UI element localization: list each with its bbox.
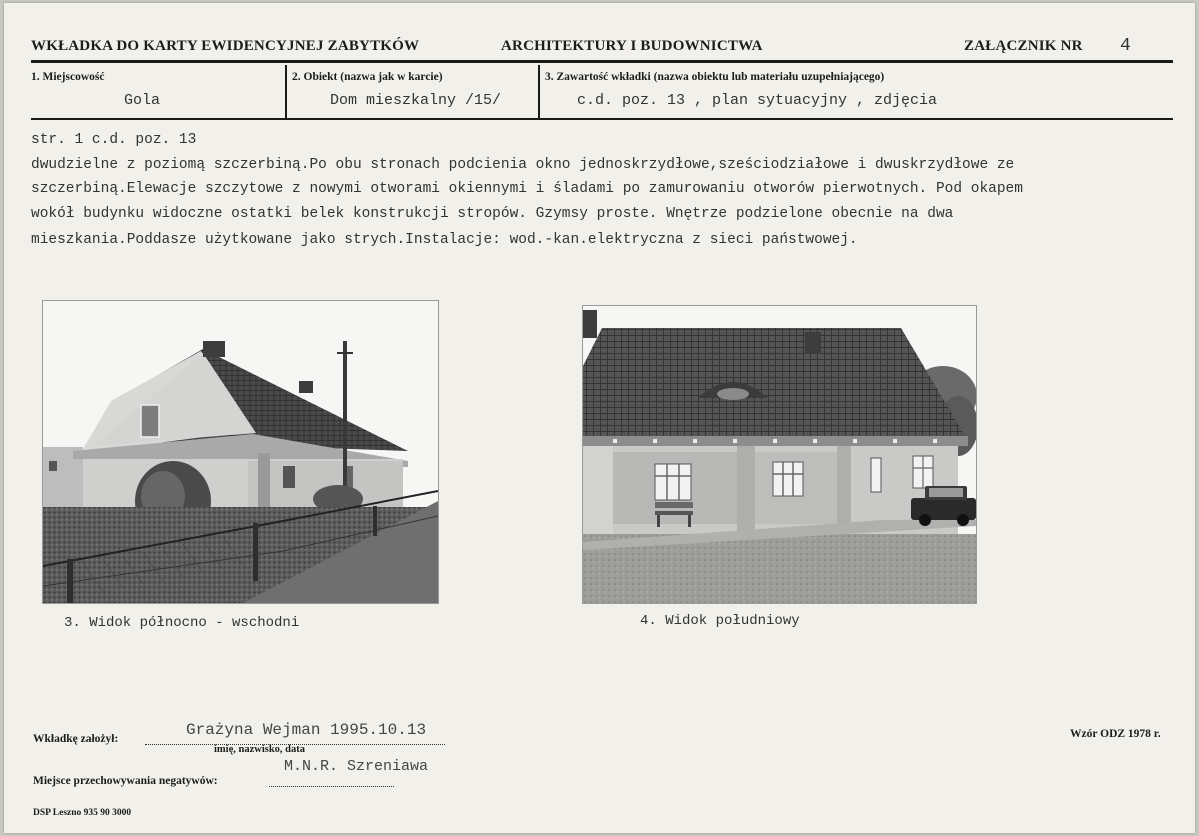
house-photo-s — [583, 306, 976, 603]
body-line-4: wokół budynku widoczne ostatki belek konstrukcji stropów. Gzymsy proste. Wnętrze podzielone obecnie na dwa — [31, 206, 954, 222]
print-reference: DSP Leszno 935 90 3000 — [33, 808, 132, 818]
storage-label: Miejsce przechowywania negatywów: — [33, 775, 218, 787]
storage-value: M.N.R. Szreniawa — [284, 758, 429, 775]
field-contents-label: 3. Zawartość wkładki (nazwa obiektu lub materiału uzupełniającego) — [545, 71, 885, 83]
house-photo-ne — [43, 301, 438, 603]
field-object-label: 2. Obiekt (nazwa jak w karcie) — [292, 71, 443, 83]
body-line-5: mieszkania.Poddasze użytkowane jako strych.Instalacje: wod.-kan.elektryczna z sieci państwowej. — [31, 232, 858, 248]
field-locality-label: 1. Miejscowość — [31, 71, 105, 83]
field-locality-value: Gola — [124, 92, 161, 109]
body-line-3: szczerbiną.Elewacje szczytowe z nowymi otworami okiennymi i śladami po zamurowaniu otworów pierwotnych. Pod okapem — [31, 181, 1023, 197]
photo-northeast-view — [42, 300, 439, 604]
body-line-1: str. 1 c.d. poz. 13 — [31, 132, 197, 148]
header-rule-top — [31, 60, 1173, 63]
founder-value: Grażyna Wejman 1995.10.13 — [186, 721, 427, 739]
field-divider-1 — [285, 65, 287, 119]
header-rule-bottom — [31, 118, 1173, 120]
record-sheet — [4, 3, 1195, 833]
form-reference: Wzór ODZ 1978 r. — [1070, 728, 1161, 740]
founder-label: Wkładkę założył: — [33, 733, 119, 745]
field-object-value: Dom mieszkalny /15/ — [330, 92, 502, 109]
field-contents-value: c.d. poz. 13 , plan sytuacyjny , zdjęcia — [577, 92, 938, 109]
photo-caption-northeast: 3. Widok północno - wschodni — [64, 615, 300, 631]
founder-hint: imię, nazwisko, data — [214, 744, 306, 755]
storage-dotted-line — [269, 786, 394, 787]
photo-south-view — [582, 305, 977, 604]
sheet-subtitle: ARCHITEKTURY I BUDOWNICTWA — [501, 38, 763, 54]
annex-number: 4 — [1120, 36, 1131, 56]
photo-caption-south: 4. Widok południowy — [640, 613, 800, 629]
sheet-title: WKŁADKA DO KARTY EWIDENCYJNEJ ZABYTKÓW — [31, 38, 420, 54]
annex-label: ZAŁĄCZNIK NR — [964, 38, 1083, 54]
field-divider-2 — [538, 65, 540, 119]
body-line-2: dwudzielne z poziomą szczerbiną.Po obu stronach podcienia okno jednoskrzydłowe,sześciodziałowe i dwuskrzydłowe ze — [31, 157, 1015, 173]
